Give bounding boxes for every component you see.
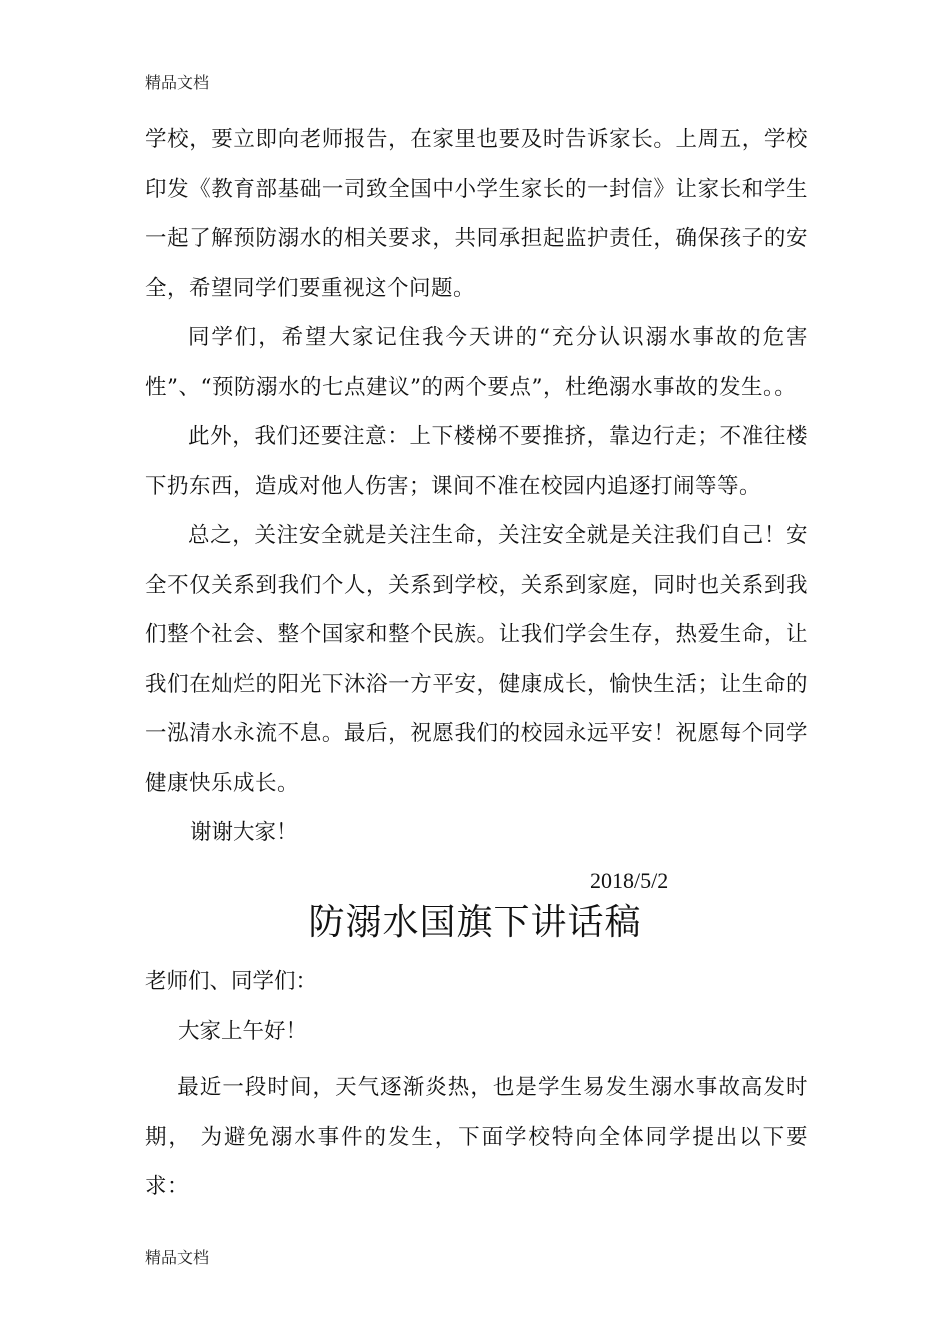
- paragraph-conclusion: [145, 511, 808, 808]
- page-footer-mark: 精品文档: [145, 1248, 210, 1267]
- paragraph-intro: [145, 1063, 808, 1212]
- paragraph-continuation: [145, 115, 808, 313]
- paragraph-text: 最近一段时间，天气逐渐炎热，也是学生易发生溺水事故高发时期， 为避免溺水事件的发生，下面学校特向全体同学提出以下要求：: [145, 1075, 808, 1199]
- paragraph-text: 学校，要立即向老师报告，在家里也要及时告诉家长。上周五，学校印发《教育部基础一司致全国中小学生家长的一封信》让家长和学生一起了解预防溺水的相关要求，共同承担起监护责任，确保孩子的安全，希望同学们要重视这个问题。: [145, 127, 808, 301]
- page-header-mark: 精品文档: [145, 73, 210, 92]
- paragraph-other-notes: [145, 412, 808, 511]
- greeting: 大家上午好！: [178, 1019, 308, 1044]
- closing-thanks: 谢谢大家！: [190, 820, 298, 845]
- paragraph-text: 此外，我们还要注意：上下楼梯不要推挤，靠边行走；不准往楼下扔东西，造成对他人伤害；课间不准在校园内追逐打闹等等。: [145, 424, 808, 499]
- paragraph-key-points: [145, 313, 808, 412]
- salutation: 老师们、同学们：: [145, 969, 318, 994]
- paragraph-text: 总之，关注安全就是关注生命，关注安全就是关注我们自己！安全不仅关系到我们个人，关系到学校，关系到家庭，同时也关系到我们整个社会、整个国家和整个民族。让我们学会生存，热爱生命，让我们在灿烂的阳光下沐浴一方平安，健康成长，愉快生活；让生命的一泓清水永流不息。最后，祝愿我们的校园永远平安！祝愿每个同学健康快乐成长。: [145, 523, 808, 796]
- document-title: 防溺水国旗下讲话稿: [308, 902, 642, 943]
- paragraph-text: 同学们，希望大家记住我今天讲的“充分认识溺水事故的危害性”、“预防溺水的七点建议”的两个要点”，杜绝溺水事故的发生。。: [145, 325, 808, 400]
- speech-date: 2018/5/2: [590, 868, 669, 893]
